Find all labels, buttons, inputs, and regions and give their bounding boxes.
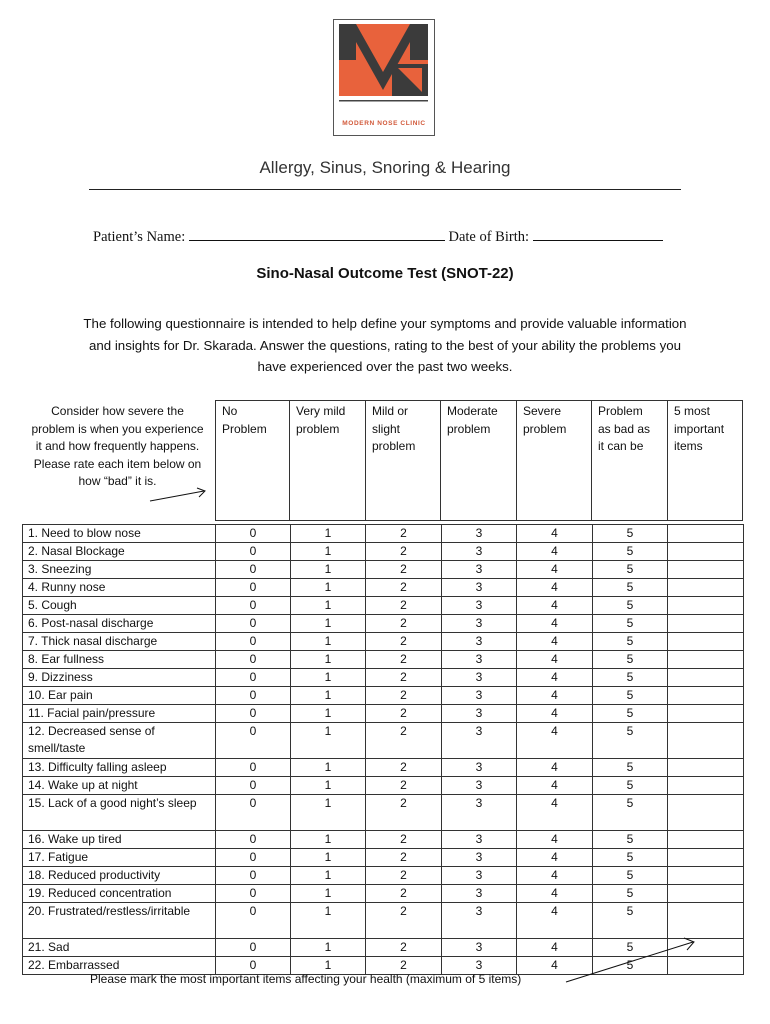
item-label: 18. Reduced productivity: [23, 867, 216, 885]
score-cell[interactable]: 5: [593, 795, 668, 831]
score-cell[interactable]: 4: [517, 525, 593, 543]
score-cell[interactable]: 4: [517, 831, 593, 849]
important-item-checkbox[interactable]: [668, 651, 744, 669]
table-row: [23, 723, 744, 759]
score-cell[interactable]: 2: [366, 903, 442, 939]
score-cell[interactable]: 2: [366, 597, 442, 615]
item-label: 16. Wake up tired: [23, 831, 216, 849]
score-cell[interactable]: 5: [593, 561, 668, 579]
score-cell[interactable]: 1: [291, 597, 366, 615]
col-header-worst: Problem as bad as it can be: [591, 400, 661, 520]
score-cell[interactable]: 1: [291, 759, 366, 777]
table-row: [23, 615, 744, 633]
important-item-checkbox[interactable]: [668, 705, 744, 723]
score-cell[interactable]: 4: [517, 543, 593, 561]
score-cell[interactable]: 1: [291, 651, 366, 669]
score-cell[interactable]: 2: [366, 651, 442, 669]
score-cell[interactable]: 5: [593, 723, 668, 759]
score-cell[interactable]: 1: [291, 777, 366, 795]
score-cell[interactable]: 4: [517, 615, 593, 633]
col-header-moderate: Moderate problem: [440, 400, 510, 520]
footer-note: Please mark the most important items affecting your health (maximum of 5 items): [90, 972, 522, 986]
score-cell[interactable]: 3: [442, 651, 517, 669]
col-header-important: 5 most important items: [667, 400, 743, 520]
page-title: Allergy, Sinus, Snoring & Hearing: [259, 158, 511, 177]
col-header-no-problem: No Problem: [215, 400, 283, 520]
score-cell[interactable]: 1: [291, 849, 366, 867]
item-label: 20. Frustrated/restless/irritable: [23, 903, 216, 939]
important-item-checkbox[interactable]: [668, 885, 744, 903]
score-cell[interactable]: 3: [442, 525, 517, 543]
score-cell[interactable]: 5: [593, 885, 668, 903]
score-cell[interactable]: 3: [442, 579, 517, 597]
score-cell[interactable]: 4: [517, 633, 593, 651]
score-cell[interactable]: 2: [366, 957, 442, 975]
score-cell[interactable]: 5: [593, 597, 668, 615]
item-label: 7. Thick nasal discharge: [23, 633, 216, 651]
score-cell[interactable]: 4: [517, 579, 593, 597]
score-cell[interactable]: 2: [366, 867, 442, 885]
patient-info-line: [93, 229, 663, 246]
score-cell[interactable]: 3: [442, 795, 517, 831]
table-row: [23, 543, 744, 561]
important-item-checkbox[interactable]: [668, 633, 744, 651]
score-cell[interactable]: 5: [593, 669, 668, 687]
arrow-icon: [148, 487, 210, 505]
score-cell[interactable]: 1: [291, 615, 366, 633]
item-label: 17. Fatigue: [23, 849, 216, 867]
score-cell[interactable]: 3: [442, 705, 517, 723]
score-cell[interactable]: 5: [593, 687, 668, 705]
important-item-checkbox[interactable]: [668, 777, 744, 795]
title-divider: [89, 189, 681, 190]
score-cell[interactable]: 4: [517, 561, 593, 579]
table-row: [23, 867, 744, 885]
instruction-text: Consider how severe the problem is when you experience it and how frequently happens. Please rate each item below on how “bad” it is.: [31, 404, 204, 488]
table-row: [23, 633, 744, 651]
score-cell[interactable]: 2: [366, 633, 442, 651]
score-cell[interactable]: 3: [442, 939, 517, 957]
score-cell[interactable]: 5: [593, 615, 668, 633]
item-label: 3. Sneezing: [23, 561, 216, 579]
score-cell[interactable]: 2: [366, 723, 442, 759]
important-item-checkbox[interactable]: [668, 615, 744, 633]
score-cell[interactable]: 0: [216, 561, 291, 579]
score-cell[interactable]: 1: [291, 561, 366, 579]
item-label: 11. Facial pain/pressure: [23, 705, 216, 723]
table-row: [23, 831, 744, 849]
score-cell[interactable]: 0: [216, 705, 291, 723]
score-cell[interactable]: 0: [216, 759, 291, 777]
important-item-checkbox[interactable]: [668, 867, 744, 885]
table-row: [23, 597, 744, 615]
score-cell[interactable]: 5: [593, 525, 668, 543]
score-cell[interactable]: 5: [593, 867, 668, 885]
score-cell[interactable]: 2: [366, 795, 442, 831]
important-item-checkbox[interactable]: [668, 831, 744, 849]
score-cell[interactable]: 1: [291, 867, 366, 885]
score-cell[interactable]: 3: [442, 687, 517, 705]
test-title: Sino-Nasal Outcome Test (SNOT-22): [256, 265, 514, 282]
score-cell[interactable]: 1: [291, 903, 366, 939]
score-cell[interactable]: 2: [366, 615, 442, 633]
table-row: [23, 579, 744, 597]
score-cell[interactable]: 3: [442, 597, 517, 615]
score-cell[interactable]: 3: [442, 633, 517, 651]
item-label: 2. Nasal Blockage: [23, 543, 216, 561]
score-cell[interactable]: 0: [216, 579, 291, 597]
score-cell[interactable]: 4: [517, 939, 593, 957]
score-cell[interactable]: 5: [593, 543, 668, 561]
clinic-logo: [333, 19, 435, 136]
item-label: 9. Dizziness: [23, 669, 216, 687]
score-cell[interactable]: 1: [291, 633, 366, 651]
score-cell[interactable]: 4: [517, 597, 593, 615]
score-cell[interactable]: 4: [517, 705, 593, 723]
score-cell[interactable]: 2: [366, 561, 442, 579]
score-cell[interactable]: 4: [517, 687, 593, 705]
table-row: [23, 849, 744, 867]
score-cell[interactable]: 4: [517, 867, 593, 885]
score-cell[interactable]: 1: [291, 705, 366, 723]
score-cell[interactable]: 0: [216, 939, 291, 957]
item-label: 1. Need to blow nose: [23, 525, 216, 543]
item-label: 19. Reduced concentration: [23, 885, 216, 903]
table-row: [23, 795, 744, 831]
item-label: 4. Runny nose: [23, 579, 216, 597]
score-cell[interactable]: 5: [593, 903, 668, 939]
score-cell[interactable]: 2: [366, 831, 442, 849]
intro-text: The following questionnaire is intended to help define your symptoms and provide valuable information and insights for Dr. Skarada. Answer the questions, rating to the best of your ability the problems you have experienced over the past two weeks.: [83, 316, 687, 375]
score-cell[interactable]: 0: [216, 903, 291, 939]
table-row: [23, 687, 744, 705]
score-cell[interactable]: 2: [366, 579, 442, 597]
item-label: 12. Decreased sense of smell/taste: [23, 723, 216, 759]
score-cell[interactable]: 4: [517, 849, 593, 867]
important-item-checkbox[interactable]: [668, 543, 744, 561]
important-item-checkbox[interactable]: [668, 687, 744, 705]
dob-label: Date of Birth:: [448, 229, 530, 245]
item-label: 10. Ear pain: [23, 687, 216, 705]
score-cell[interactable]: 5: [593, 633, 668, 651]
patient-name-label: Patient’s Name:: [93, 229, 186, 245]
score-cell[interactable]: 3: [442, 867, 517, 885]
col-header-very-mild: Very mild problem: [289, 400, 359, 520]
score-cell[interactable]: 2: [366, 849, 442, 867]
score-cell[interactable]: 0: [216, 849, 291, 867]
score-cell[interactable]: 0: [216, 723, 291, 759]
item-label: 6. Post-nasal discharge: [23, 615, 216, 633]
table-row: [23, 885, 744, 903]
table-row: [23, 705, 744, 723]
score-cell[interactable]: 0: [216, 831, 291, 849]
score-cell[interactable]: 1: [291, 885, 366, 903]
score-cell[interactable]: 2: [366, 669, 442, 687]
score-cell[interactable]: 0: [216, 795, 291, 831]
important-item-checkbox[interactable]: [668, 723, 744, 759]
table-row: [23, 903, 744, 939]
score-cell[interactable]: 3: [442, 777, 517, 795]
score-cell[interactable]: 1: [291, 579, 366, 597]
item-label: 15. Lack of a good night’s sleep: [23, 795, 216, 831]
patient-name-field[interactable]: [189, 239, 445, 241]
score-cell[interactable]: 5: [593, 957, 668, 975]
score-cell[interactable]: 4: [517, 777, 593, 795]
score-cell[interactable]: 5: [593, 939, 668, 957]
important-item-checkbox[interactable]: [668, 759, 744, 777]
score-cell[interactable]: 0: [216, 867, 291, 885]
score-cell[interactable]: 1: [291, 795, 366, 831]
important-item-checkbox[interactable]: [668, 579, 744, 597]
score-cell[interactable]: 2: [366, 687, 442, 705]
score-cell[interactable]: 4: [517, 669, 593, 687]
score-cell[interactable]: 5: [593, 651, 668, 669]
score-cell[interactable]: 0: [216, 885, 291, 903]
score-cell[interactable]: 4: [517, 759, 593, 777]
score-cell[interactable]: 5: [593, 849, 668, 867]
score-cell[interactable]: 3: [442, 669, 517, 687]
score-cell[interactable]: 4: [517, 957, 593, 975]
score-cell[interactable]: 0: [216, 615, 291, 633]
important-item-checkbox[interactable]: [668, 669, 744, 687]
score-cell[interactable]: 3: [442, 849, 517, 867]
score-cell[interactable]: 3: [442, 831, 517, 849]
score-cell[interactable]: 3: [442, 885, 517, 903]
table-row: [23, 561, 744, 579]
score-cell[interactable]: 3: [442, 903, 517, 939]
item-label: 13. Difficulty falling asleep: [23, 759, 216, 777]
score-cell[interactable]: 3: [442, 561, 517, 579]
symptom-table: [22, 524, 744, 975]
item-label: 21. Sad: [23, 939, 216, 957]
header-right-border: [742, 400, 743, 520]
item-label: 22. Embarrassed: [23, 957, 216, 975]
score-cell[interactable]: 2: [366, 939, 442, 957]
score-cell[interactable]: 1: [291, 525, 366, 543]
score-cell[interactable]: 0: [216, 669, 291, 687]
table-row: [23, 777, 744, 795]
score-cell[interactable]: 0: [216, 543, 291, 561]
score-cell[interactable]: 1: [291, 543, 366, 561]
table-row: [23, 525, 744, 543]
important-item-checkbox[interactable]: [668, 903, 744, 939]
important-item-checkbox[interactable]: [668, 597, 744, 615]
item-label: 8. Ear fullness: [23, 651, 216, 669]
score-cell[interactable]: 1: [291, 669, 366, 687]
item-label: 5. Cough: [23, 597, 216, 615]
header-bottom-border: [215, 520, 743, 521]
score-cell[interactable]: 2: [366, 543, 442, 561]
score-cell[interactable]: 2: [366, 759, 442, 777]
score-cell[interactable]: 3: [442, 759, 517, 777]
score-cell[interactable]: 4: [517, 903, 593, 939]
important-item-checkbox[interactable]: [668, 849, 744, 867]
score-cell[interactable]: 2: [366, 885, 442, 903]
table-row: [23, 759, 744, 777]
score-cell[interactable]: 4: [517, 651, 593, 669]
score-cell[interactable]: 1: [291, 831, 366, 849]
item-label: 14. Wake up at night: [23, 777, 216, 795]
score-cell[interactable]: 0: [216, 651, 291, 669]
score-cell[interactable]: 2: [366, 525, 442, 543]
score-cell[interactable]: 1: [291, 939, 366, 957]
score-cell[interactable]: 5: [593, 705, 668, 723]
score-cell[interactable]: 0: [216, 777, 291, 795]
score-cell[interactable]: 5: [593, 831, 668, 849]
important-item-checkbox[interactable]: [668, 561, 744, 579]
important-item-checkbox[interactable]: [668, 795, 744, 831]
score-cell[interactable]: 0: [216, 525, 291, 543]
col-header-mild: Mild or slight problem: [365, 400, 435, 520]
important-item-checkbox[interactable]: [668, 525, 744, 543]
score-cell[interactable]: 1: [291, 687, 366, 705]
col-header-severe: Severe problem: [516, 400, 586, 520]
score-cell[interactable]: 3: [442, 723, 517, 759]
score-cell[interactable]: 4: [517, 885, 593, 903]
table-row: [23, 669, 744, 687]
logo-mark: [334, 20, 433, 120]
score-cell[interactable]: 5: [593, 759, 668, 777]
score-cell[interactable]: 2: [366, 777, 442, 795]
score-cell[interactable]: 4: [517, 795, 593, 831]
score-cell[interactable]: 1: [291, 957, 366, 975]
score-cell[interactable]: 4: [517, 723, 593, 759]
score-cell[interactable]: 0: [216, 633, 291, 651]
score-cell[interactable]: 0: [216, 597, 291, 615]
score-cell[interactable]: 0: [216, 687, 291, 705]
score-cell[interactable]: 5: [593, 579, 668, 597]
score-cell[interactable]: 0: [216, 957, 291, 975]
arrow-icon: [560, 936, 700, 986]
table-row: [23, 651, 744, 669]
score-cell[interactable]: 3: [442, 957, 517, 975]
score-cell[interactable]: 3: [442, 615, 517, 633]
score-cell[interactable]: 1: [291, 723, 366, 759]
score-cell[interactable]: 5: [593, 777, 668, 795]
score-cell[interactable]: 3: [442, 543, 517, 561]
dob-field[interactable]: [533, 239, 663, 241]
score-cell[interactable]: 2: [366, 705, 442, 723]
logo-text: MODERN NOSE CLINIC: [342, 120, 426, 127]
